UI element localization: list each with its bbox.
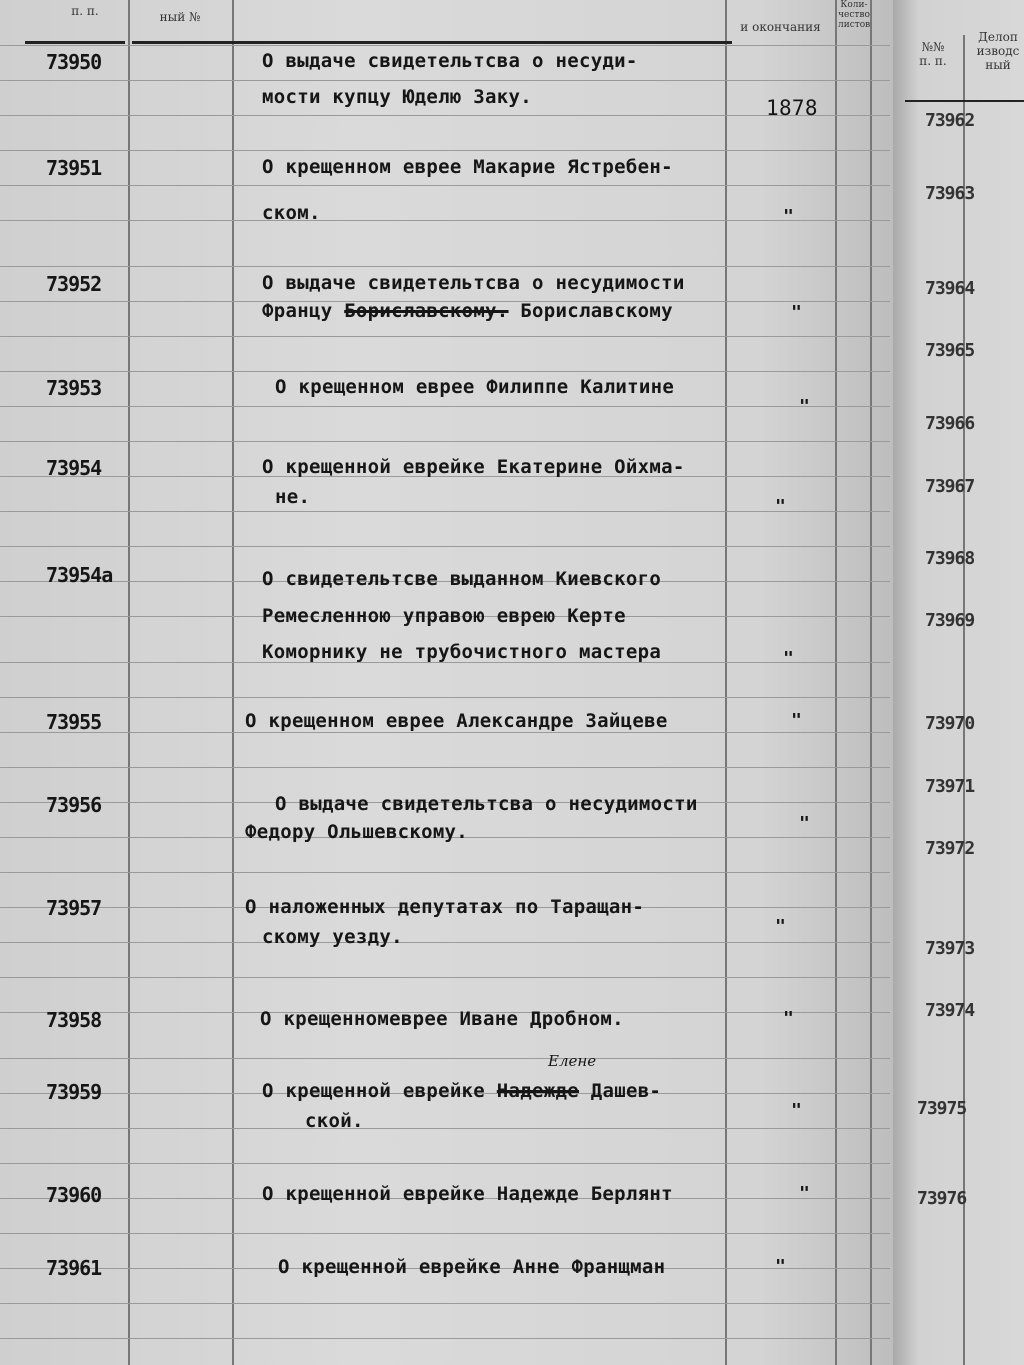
entry-number: 73952 bbox=[46, 272, 102, 296]
right-page-number: 73971 bbox=[925, 776, 975, 797]
ditto-mark: " bbox=[799, 813, 810, 834]
right-header-office: Делоп изводс ный bbox=[976, 30, 1020, 72]
ruled-line bbox=[0, 767, 890, 768]
ruled-line bbox=[0, 371, 890, 372]
entry-text-line: не. bbox=[275, 486, 311, 508]
entry-text-line: ской. bbox=[305, 1110, 364, 1132]
ruled-line bbox=[0, 115, 890, 116]
header-rule bbox=[25, 41, 125, 44]
header-dates: и окончания bbox=[740, 20, 821, 34]
ditto-mark: " bbox=[791, 710, 802, 731]
right-page-number: 73973 bbox=[925, 938, 975, 959]
entry-number: 73953 bbox=[46, 376, 102, 400]
entry-text-line: О крещенном еврее Александре Зайцеве bbox=[245, 710, 668, 732]
entry-text-line: Федору Ольшевскому. bbox=[245, 821, 469, 843]
right-page-number: 73976 bbox=[917, 1188, 967, 1209]
ditto-mark: " bbox=[783, 648, 794, 669]
entry-text-line: О крещенном еврее Филиппе Калитине bbox=[275, 376, 675, 398]
ruled-line bbox=[0, 336, 890, 337]
column-divider bbox=[232, 0, 234, 1365]
right-page-number: 73968 bbox=[925, 548, 975, 569]
ruled-line bbox=[0, 266, 890, 267]
ditto-mark: " bbox=[783, 206, 794, 227]
header-rule bbox=[905, 100, 1024, 102]
entry-text-line: скому уезду. bbox=[262, 926, 403, 948]
ruled-line bbox=[0, 1128, 890, 1129]
ruled-line bbox=[0, 1303, 890, 1304]
right-page-number: 73967 bbox=[925, 476, 975, 497]
entry-number: 73959 bbox=[46, 1080, 102, 1104]
entry-text-line: Ремесленною управою еврею Керте bbox=[262, 605, 626, 627]
entry-text-line: О выдаче свидетельтсва о несудимости bbox=[275, 793, 698, 815]
right-page-number: 73974 bbox=[925, 1000, 975, 1021]
header-rule bbox=[132, 41, 732, 44]
right-page-number: 73964 bbox=[925, 278, 975, 299]
right-page-number: 73963 bbox=[925, 183, 975, 204]
ruled-line bbox=[0, 1058, 890, 1059]
entry-number: 73954а bbox=[46, 563, 113, 587]
entry-text-line: Францу Бориславскому. Бориславскому bbox=[262, 300, 673, 322]
handwritten-correction: Елене bbox=[548, 1052, 597, 1070]
ruled-line bbox=[0, 80, 890, 81]
header-inventory: ный № bbox=[159, 10, 201, 24]
entry-date: 1878 bbox=[766, 96, 818, 120]
right-page-number: 73975 bbox=[917, 1098, 967, 1119]
column-divider bbox=[963, 35, 965, 1365]
entry-number: 73951 bbox=[46, 156, 102, 180]
ruled-line bbox=[0, 1338, 890, 1339]
ditto-mark: " bbox=[799, 1183, 810, 1204]
ruled-line bbox=[0, 441, 890, 442]
ditto-mark: " bbox=[775, 1256, 786, 1277]
entry-text-line: О крещенной еврейке Надежде Дашев- bbox=[262, 1080, 662, 1102]
ditto-mark: " bbox=[799, 396, 810, 417]
column-divider bbox=[835, 0, 837, 1365]
entry-text-line: О крещенной еврейке Анне Франщман bbox=[278, 1256, 666, 1278]
ruled-line bbox=[0, 697, 890, 698]
ruled-line bbox=[0, 185, 890, 186]
ruled-line bbox=[0, 872, 890, 873]
ruled-line bbox=[0, 942, 890, 943]
entry-text-line: О крещенной еврейке Надежде Берлянт bbox=[262, 1183, 673, 1205]
ruled-line bbox=[0, 45, 890, 46]
column-divider bbox=[128, 0, 130, 1365]
ditto-mark: " bbox=[783, 1008, 794, 1029]
entry-number: 73960 bbox=[46, 1183, 102, 1207]
ruled-line bbox=[0, 977, 890, 978]
ruled-line bbox=[0, 732, 890, 733]
ruled-line bbox=[0, 406, 890, 407]
entry-number: 73958 bbox=[46, 1008, 102, 1032]
entry-text-line: О выдаче свидетельтсва о несудимости bbox=[262, 272, 685, 294]
column-divider bbox=[725, 0, 727, 1365]
ruled-line bbox=[0, 150, 890, 151]
right-page-number: 73965 bbox=[925, 340, 975, 361]
struck-text: Бориславскому. bbox=[344, 300, 509, 322]
ruled-line bbox=[0, 1233, 890, 1234]
ditto-mark: " bbox=[791, 1100, 802, 1121]
ditto-mark: " bbox=[791, 302, 802, 323]
ruled-line bbox=[0, 220, 890, 221]
right-header-num: №№ п. п. bbox=[919, 40, 947, 68]
entry-text-line: О выдаче свидетельтсва о несуди- bbox=[262, 50, 638, 72]
entry-text-line: О крещенномеврее Иване Дробном. bbox=[260, 1008, 624, 1030]
right-page-number: 73966 bbox=[925, 413, 975, 434]
ruled-line bbox=[0, 511, 890, 512]
entry-number: 73954 bbox=[46, 456, 102, 480]
entry-text-line: О наложенных депутатах по Таращан- bbox=[245, 896, 645, 918]
header-num: п. п. bbox=[71, 4, 99, 18]
entry-number: 73950 bbox=[46, 50, 102, 74]
entry-number: 73957 bbox=[46, 896, 102, 920]
right-page-number: 73972 bbox=[925, 838, 975, 859]
ledger-page-right bbox=[893, 0, 1024, 1365]
entry-text-line: Коморнику не трубочистного мастера bbox=[262, 641, 662, 663]
entry-text-line: О крещенной еврейке Екатерине Ойхма- bbox=[262, 456, 685, 478]
ruled-line bbox=[0, 546, 890, 547]
ditto-mark: " bbox=[775, 496, 786, 517]
struck-text: Надежде bbox=[496, 1080, 579, 1102]
column-divider bbox=[870, 0, 872, 1365]
entry-text-line: О свидетельтсве выданном Киевского bbox=[262, 568, 662, 590]
entry-number: 73955 bbox=[46, 710, 102, 734]
entry-number: 73956 bbox=[46, 793, 102, 817]
header-sheets: Коли- чество листов bbox=[838, 0, 871, 30]
entry-text-line: О крещенном еврее Макарие Ястребен- bbox=[262, 156, 673, 178]
ditto-mark: " bbox=[775, 916, 786, 937]
right-page-number: 73970 bbox=[925, 713, 975, 734]
right-page-number: 73969 bbox=[925, 610, 975, 631]
entry-text-line: ском. bbox=[262, 202, 321, 224]
entry-text-line: мости купцу Юделю Заку. bbox=[262, 86, 532, 108]
entry-number: 73961 bbox=[46, 1256, 102, 1280]
ruled-line bbox=[0, 1163, 890, 1164]
right-page-number: 73962 bbox=[925, 110, 975, 131]
